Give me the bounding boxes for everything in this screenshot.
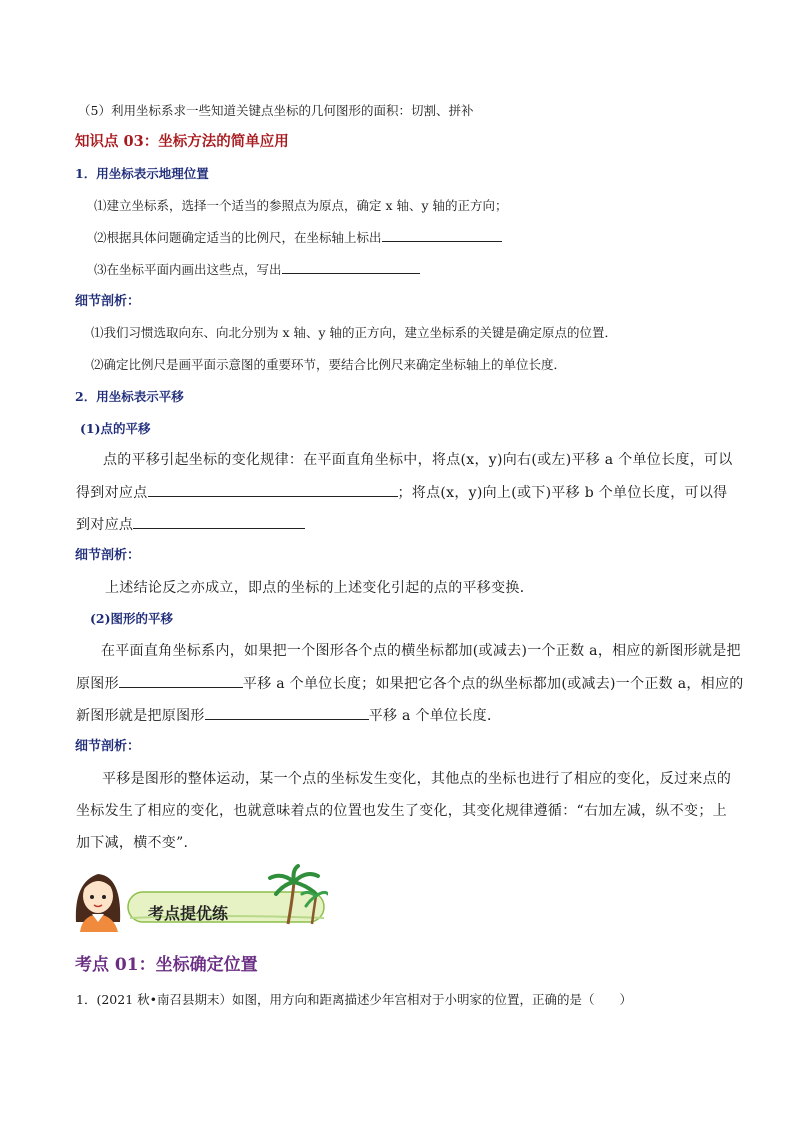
detail-geo-2: ⑵确定比例尺是画平面示意图的重要环节，要结合比例尺来确定坐标轴上的单位长度． bbox=[91, 357, 567, 372]
subsection-title-geo: 1．用坐标表示地理位置 bbox=[75, 166, 209, 181]
paragraph-point-1: 点的平移引起坐标的变化规律：在平面直角坐标中，将点(x，y)向右(或左)平移 a 个单位长度，可以 bbox=[103, 452, 733, 468]
subsection-title-shape-translation: (2)图形的平移 bbox=[90, 611, 174, 626]
detail-label-1: 细节剖析： bbox=[75, 294, 141, 309]
paragraph-shape-2a: 原图形 bbox=[76, 676, 119, 692]
answer-blank bbox=[133, 514, 305, 529]
paragraph-point-3 bbox=[76, 514, 305, 535]
detail-shape-3: 加下减，横不变”. bbox=[76, 835, 189, 851]
paragraph-point-3-text: 到对应点 bbox=[76, 517, 134, 533]
paragraph-shape-3a: 新图形就是把原图形 bbox=[76, 708, 205, 724]
answer-blank bbox=[205, 705, 369, 720]
list-item-geo-3 bbox=[94, 259, 420, 280]
paragraph-point-2b: ；将点(x，y)向上(或下)平移 b 个单位长度，可以得 bbox=[397, 485, 728, 501]
list-item-geo-1: ⑴建立坐标系，选择一个适当的参照点为原点，确定 x 轴、y 轴的正方向； bbox=[94, 198, 508, 213]
list-item-geo-3-text: ⑶在坐标平面内画出这些点，写出 bbox=[94, 262, 282, 277]
banner-title: 考点提优练 bbox=[148, 904, 229, 923]
kaodian-title: 考点 01：坐标确定位置 bbox=[75, 955, 258, 975]
answer-blank bbox=[382, 227, 502, 242]
detail-shape-2: 坐标发生了相应的变化，也就意味着点的位置也发生了变化，其变化规律遵循：“右加左减，纵不变；上 bbox=[76, 803, 727, 819]
section-title-kp03: 知识点 03：坐标方法的简单应用 bbox=[75, 133, 289, 150]
girl-avatar-icon bbox=[76, 874, 120, 932]
list-item-geo-2-text: ⑵根据具体问题确定适当的比例尺，在坐标轴上标出 bbox=[94, 230, 382, 245]
subsection-title-point-translation: (1)点的平移 bbox=[80, 421, 151, 436]
paragraph-shape-2 bbox=[76, 673, 744, 694]
paragraph-point-2a: 得到对应点 bbox=[76, 485, 148, 501]
answer-blank bbox=[282, 259, 420, 274]
answer-blank bbox=[148, 482, 398, 497]
detail-label-3: 细节剖析： bbox=[75, 739, 141, 754]
paragraph-shape-3 bbox=[76, 705, 501, 726]
question-1: 1．(2021 秋•南召县期末）如图，用方向和距离描述少年宫相对于小明家的位置，正确的是（ ） bbox=[76, 992, 632, 1007]
detail-shape-1: 平移是图形的整体运动，某一个点的坐标发生变化，其他点的坐标也进行了相应的变化，反过来点的 bbox=[102, 771, 732, 787]
answer-blank bbox=[119, 673, 243, 688]
detail-point-translation: 上述结论反之亦成立，即点的坐标的上述变化引起的点的平移变换． bbox=[105, 580, 534, 596]
list-item-geo-2 bbox=[94, 227, 502, 248]
text-line-area-method: （5）利用坐标系求一些知道关键点坐标的几何图形的面积：切割、拼补 bbox=[78, 103, 474, 118]
paragraph-shape-1: 在平面直角坐标系内，如果把一个图形各个点的横坐标都加(或减去)一个正数 a，相应的新图形就是把 bbox=[101, 643, 741, 659]
paragraph-point-2 bbox=[76, 482, 727, 503]
detail-geo-1: ⑴我们习惯选取向东、向北分别为 x 轴、y 轴的正方向，建立坐标系的关键是确定原点的位置． bbox=[91, 325, 618, 340]
paragraph-shape-2b: 平移 a 个单位长度；如果把它各个点的纵坐标都加(或减去)一个正数 a，相应的 bbox=[242, 676, 744, 692]
paragraph-shape-3b: 平移 a 个单位长度． bbox=[368, 708, 502, 724]
detail-label-2: 细节剖析： bbox=[75, 548, 141, 563]
subsection-title-translation: 2．用坐标表示平移 bbox=[75, 389, 184, 404]
